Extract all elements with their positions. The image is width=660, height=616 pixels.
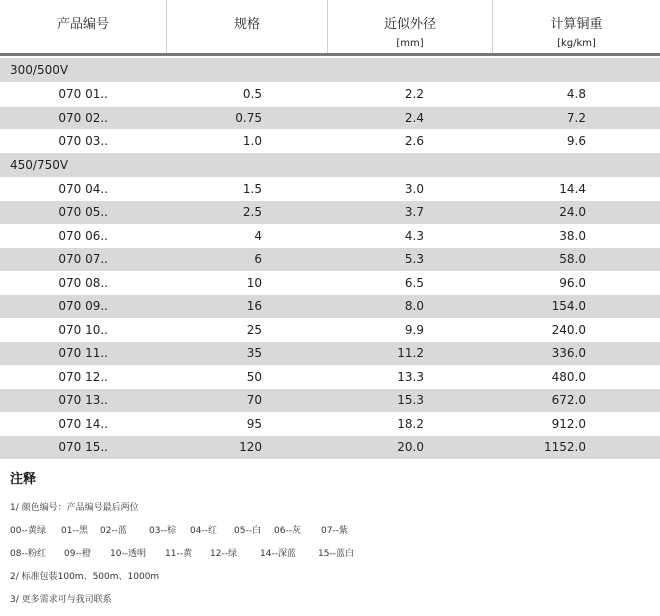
cell-spec: 2.5 xyxy=(242,205,262,219)
cell-spec: 10 xyxy=(246,275,262,290)
color-code-item: 07--紫 xyxy=(321,526,348,536)
color-code-item: 12--绿 xyxy=(210,549,237,559)
cell-spec: 50 xyxy=(246,369,262,384)
color-code-item: 04--红 xyxy=(190,526,217,536)
cell-code: 070 07.. xyxy=(58,252,108,266)
cell-diameter: 3.0 xyxy=(404,181,424,196)
cell-weight: 1152.0 xyxy=(544,440,586,454)
cell-spec: 95 xyxy=(246,416,262,431)
table-row xyxy=(0,106,660,130)
color-list-row-2 xyxy=(10,547,650,570)
cell-weight: 9.6 xyxy=(566,134,586,148)
cell-weight: 38.0 xyxy=(559,228,586,243)
header-spec-label: 规格 xyxy=(233,17,260,32)
table-header xyxy=(0,0,660,58)
cell-diameter: 2.4 xyxy=(404,110,424,125)
table-row xyxy=(0,388,660,412)
table-body xyxy=(0,58,660,459)
cell-diameter: 5.3 xyxy=(404,252,424,266)
cell-spec: 120 xyxy=(239,440,262,454)
color-code-item: 14--深蓝 xyxy=(260,549,296,559)
color-code-item: 09--橙 xyxy=(64,549,91,559)
table-row xyxy=(0,82,660,106)
color-code-item: 11--黄 xyxy=(165,549,192,559)
cell-code: 070 11.. xyxy=(58,346,108,360)
note-contact: 3/ 更多需求可与我司联系 xyxy=(10,595,112,605)
cell-diameter: 15.3 xyxy=(397,393,424,407)
notes-title: 注释 xyxy=(10,472,37,487)
cell-code: 070 15.. xyxy=(58,440,108,454)
color-code-item: 10--透明 xyxy=(110,549,146,559)
cell-diameter: 13.3 xyxy=(397,369,424,384)
color-code-item: 03--棕 xyxy=(149,526,176,536)
cell-spec: 1.5 xyxy=(242,181,262,196)
cell-code: 070 14.. xyxy=(58,416,108,431)
cell-diameter: 18.2 xyxy=(397,416,424,431)
color-code-item: 00--黄绿 xyxy=(10,526,46,536)
color-code-item: 01--黑 xyxy=(61,526,88,536)
cell-weight: 24.0 xyxy=(559,205,586,219)
cell-diameter: 2.2 xyxy=(404,87,424,101)
cell-spec: 0.75 xyxy=(235,110,262,125)
table-row xyxy=(0,224,660,248)
cell-spec: 35 xyxy=(246,346,262,360)
header-weight-unit: [kg/km] xyxy=(557,38,596,49)
notes xyxy=(10,468,650,616)
header-rule xyxy=(0,53,660,56)
cell-diameter: 20.0 xyxy=(397,440,424,454)
table-row xyxy=(0,200,660,224)
header-code-label: 产品编号 xyxy=(56,17,109,32)
table-row xyxy=(0,341,660,365)
cell-diameter: 2.6 xyxy=(404,134,424,148)
cell-spec: 70 xyxy=(246,393,262,407)
cell-weight: 336.0 xyxy=(551,346,586,360)
table-row xyxy=(0,271,660,295)
cell-code: 070 02.. xyxy=(58,110,108,125)
cell-weight: 14.4 xyxy=(559,181,586,196)
color-code-item: 08--粉红 xyxy=(10,549,46,559)
header-diameter-label: 近似外径 xyxy=(383,17,436,32)
section-label: 300/500V xyxy=(0,58,660,82)
cell-diameter: 11.2 xyxy=(397,346,424,360)
cell-spec: 25 xyxy=(246,322,262,337)
cell-weight: 7.2 xyxy=(566,110,586,125)
note-color-code: 1/ 颜色编号：产品编号最后两位 xyxy=(10,503,139,513)
table-row xyxy=(0,129,660,153)
cell-spec: 6 xyxy=(254,252,262,266)
cell-code: 070 13.. xyxy=(58,393,108,407)
cell-code: 070 04.. xyxy=(58,181,108,196)
cell-weight: 4.8 xyxy=(566,87,586,101)
header-diameter-unit: [mm] xyxy=(396,38,424,49)
color-list-row-1 xyxy=(10,524,650,547)
cell-weight: 154.0 xyxy=(551,299,586,313)
header-code xyxy=(0,0,166,58)
cell-spec: 0.5 xyxy=(242,87,262,101)
cell-weight: 96.0 xyxy=(559,275,586,290)
color-code-item: 02--蓝 xyxy=(100,526,127,536)
header-spec xyxy=(167,0,327,58)
color-code-item: 05--白 xyxy=(234,526,261,536)
cell-code: 070 09.. xyxy=(58,299,108,313)
cell-diameter: 4.3 xyxy=(404,228,424,243)
cell-code: 070 05.. xyxy=(58,205,108,219)
cell-spec: 4 xyxy=(254,228,262,243)
cell-code: 070 10.. xyxy=(58,322,108,337)
header-weight xyxy=(493,0,660,58)
header-weight-label: 计算铜重 xyxy=(550,17,603,32)
cell-diameter: 3.7 xyxy=(404,205,424,219)
cell-weight: 912.0 xyxy=(551,416,586,431)
cell-weight: 240.0 xyxy=(551,322,586,337)
table-row xyxy=(0,365,660,389)
cell-diameter: 9.9 xyxy=(404,322,424,337)
header-diameter xyxy=(328,0,492,58)
cell-weight: 480.0 xyxy=(551,369,586,384)
cell-spec: 1.0 xyxy=(242,134,262,148)
cell-code: 070 12.. xyxy=(58,369,108,384)
cell-code: 070 06.. xyxy=(58,228,108,243)
color-code-item: 15--蓝白 xyxy=(318,549,354,559)
color-code-item: 06--灰 xyxy=(274,526,301,536)
table-row xyxy=(0,177,660,201)
table-row xyxy=(0,435,660,459)
cell-spec: 16 xyxy=(246,299,262,313)
cell-code: 070 03.. xyxy=(58,134,108,148)
cell-diameter: 8.0 xyxy=(404,299,424,313)
table-row xyxy=(0,294,660,318)
table-row xyxy=(0,318,660,342)
cell-diameter: 6.5 xyxy=(404,275,424,290)
note-packaging: 2/ 标准包装100m、500m、1000m xyxy=(10,572,160,582)
table-row xyxy=(0,412,660,436)
cell-weight: 672.0 xyxy=(551,393,586,407)
section-label: 450/750V xyxy=(0,153,660,177)
table-row xyxy=(0,247,660,271)
cell-code: 070 01.. xyxy=(58,87,108,101)
cell-weight: 58.0 xyxy=(559,252,586,266)
cell-code: 070 08.. xyxy=(58,275,108,290)
